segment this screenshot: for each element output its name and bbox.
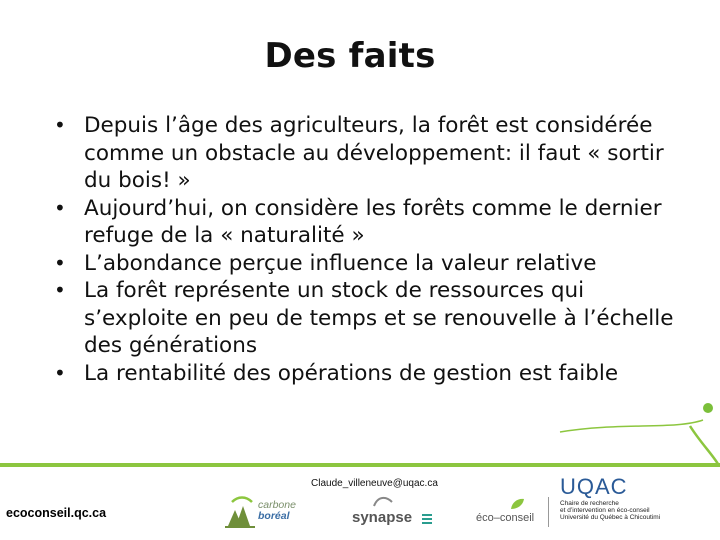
- bullet-text: L’abondance perçue influence la valeur relative: [84, 250, 597, 276]
- footer-rule: [0, 463, 720, 467]
- uqac-line: Université du Québec à Chicoutimi: [560, 514, 661, 521]
- bullet-text: La rentabilité des opérations de gestion est faible: [84, 360, 619, 386]
- green-swoosh-icon: [0, 402, 720, 472]
- bullet-icon: •: [54, 250, 66, 275]
- slide-title: Des faits: [264, 36, 436, 76]
- synapse-label: synapse: [352, 509, 413, 526]
- carbone-label: carbone: [258, 499, 296, 511]
- bullet-item: [50, 250, 690, 278]
- bullet-item: [50, 277, 690, 360]
- synapse-arc-icon: [372, 494, 394, 508]
- synapse-bars-icon: [422, 514, 434, 524]
- uqac-line: et d’intervention en éco-conseil: [560, 507, 650, 514]
- carbone-boreal-tree-icon: [222, 494, 258, 528]
- bullet-item: [50, 112, 690, 195]
- bullet-icon: •: [54, 360, 66, 385]
- eco-conseil-leaf-icon: [508, 496, 526, 512]
- bullet-text: Depuis l’âge des agriculteurs, la forêt est considérée comme un obstacle au développement: il faut « sortir du bois! »: [84, 113, 664, 193]
- ecoconseil-domain-logo: ecoconseil.qc.ca: [6, 506, 107, 520]
- bullet-list: [50, 112, 690, 387]
- bullet-icon: •: [54, 113, 66, 137]
- green-dot-icon: [703, 403, 713, 413]
- boreal-label: boréal: [258, 510, 290, 522]
- uqac-line: Chaire de recherche: [560, 500, 619, 507]
- carbone-boreal-logo: [258, 500, 296, 522]
- contact-email[interactable]: Claude_villeneuve@uqac.ca: [311, 478, 438, 489]
- eco-conseil-logo: éco–conseil: [476, 512, 535, 524]
- synapse-logo: [352, 509, 412, 526]
- bullet-item: [50, 360, 690, 388]
- bullet-icon: •: [54, 195, 66, 220]
- bullet-text: Aujourd’hui, on considère les forêts comme le dernier refuge de la « naturalité »: [84, 195, 662, 248]
- bullet-item: [50, 195, 690, 250]
- logo-divider: [548, 497, 549, 527]
- uqac-chair-text: [560, 500, 660, 521]
- uqac-logo: UQAC: [560, 474, 628, 499]
- bullet-text: La forêt représente un stock de ressources qui s’exploite en peu de temps et se renouvelle à l’échelle des générations: [84, 278, 674, 358]
- bullet-icon: •: [54, 278, 66, 302]
